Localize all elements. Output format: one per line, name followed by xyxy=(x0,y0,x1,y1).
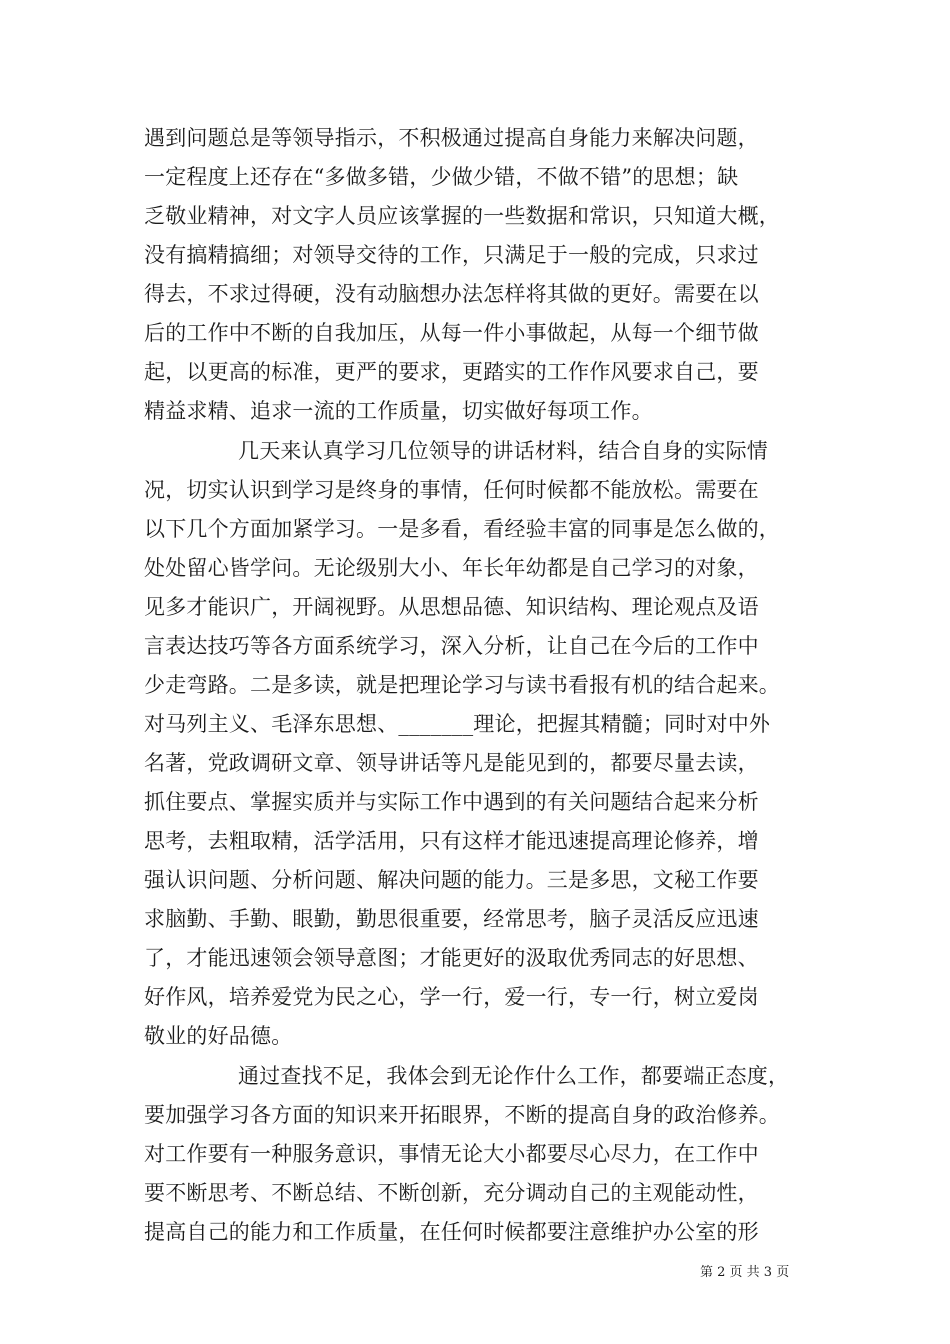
text-line: 见多才能识广，开阔视野。从思想品德、知识结构、理论观点及语 xyxy=(144,595,759,619)
text-line: 思考，去粗取精，活学活用，只有这样才能迅速提高理论修养，增 xyxy=(144,829,759,853)
text-line: 好作风，培养爱党为民之心，学一行，爱一行，专一行，树立爱岗 xyxy=(144,985,759,1009)
text-line: 一定程度上还存在“多做多错，少做少错，不做不错”的思想；缺 xyxy=(144,165,739,189)
text-line: 提高自己的能力和工作质量，在任何时候都要注意维护办公室的形 xyxy=(144,1220,759,1244)
text-line: 要不断思考、不断总结、不断创新，充分调动自己的主观能动性， xyxy=(144,1181,759,1205)
text-line: 乏敬业精神，对文字人员应该掌握的一些数据和常识，只知道大概， xyxy=(144,204,780,228)
page-number-footer: 第 2 页 共 3 页 xyxy=(700,1265,790,1280)
text-line: 遇到问题总是等领导指示，不积极通过提高自身能力来解决问题， xyxy=(144,126,759,150)
text-line: 况，切实认识到学习是终身的事情，任何时候都不能放松。需要在 xyxy=(144,478,759,502)
text-line: 得去，不求过得硬，没有动脑想办法怎样将其做的更好。需要在以 xyxy=(144,282,759,306)
text-line: 没有搞精搞细；对领导交待的工作，只满足于一般的完成，只求过 xyxy=(144,243,759,267)
text-line: 后的工作中不断的自我加压，从每一件小事做起，从每一个细节做 xyxy=(144,321,759,345)
text-line: 精益求精、追求一流的工作质量，切实做好每项工作。 xyxy=(144,399,653,423)
text-line: 起，以更高的标准，更严的要求，更踏实的工作作风要求自己，要 xyxy=(144,360,759,384)
text-line: 求脑勤、手勤、眼勤，勤思很重要，经常思考，脑子灵活反应迅速 xyxy=(144,907,759,931)
text-line: 强认识问题、分析问题、解决问题的能力。三是多思，文秘工作要 xyxy=(144,868,759,892)
text-line: 对马列主义、毛泽东思想、_______理论，把握其精髓；同时对中外 xyxy=(144,712,771,736)
text-line: 处处留心皆学问。无论级别大小、年长年幼都是自己学习的对象， xyxy=(144,556,759,580)
paragraph-start-line: 通过查找不足，我体会到无论作什么工作，都要端正态度， xyxy=(238,1064,790,1088)
text-line: 以下几个方面加紧学习。一是多看，看经验丰富的同事是怎么做的， xyxy=(144,517,780,541)
text-line: 敬业的好品德。 xyxy=(144,1024,293,1048)
text-line: 言表达技巧等各方面系统学习，深入分析，让自己在今后的工作中 xyxy=(144,634,759,658)
text-line: 要加强学习各方面的知识来开拓眼界，不断的提高自身的政治修养。 xyxy=(144,1103,780,1127)
text-line: 抓住要点、掌握实质并与实际工作中遇到的有关问题结合起来分析 xyxy=(144,790,759,814)
text-line: 少走弯路。二是多读，就是把理论学习与读书看报有机的结合起来。 xyxy=(144,673,780,697)
text-line: 名著，党政调研文章、领导讲话等凡是能见到的，都要尽量去读， xyxy=(144,751,759,775)
paragraph-start-line: 几天来认真学习几位领导的讲话材料，结合自身的实际情 xyxy=(238,439,768,463)
text-line: 对工作要有一种服务意识，事情无论大小都要尽心尽力，在工作中 xyxy=(144,1142,759,1166)
text-line: 了，才能迅速领会领导意图；才能更好的汲取优秀同志的好思想、 xyxy=(144,946,759,970)
